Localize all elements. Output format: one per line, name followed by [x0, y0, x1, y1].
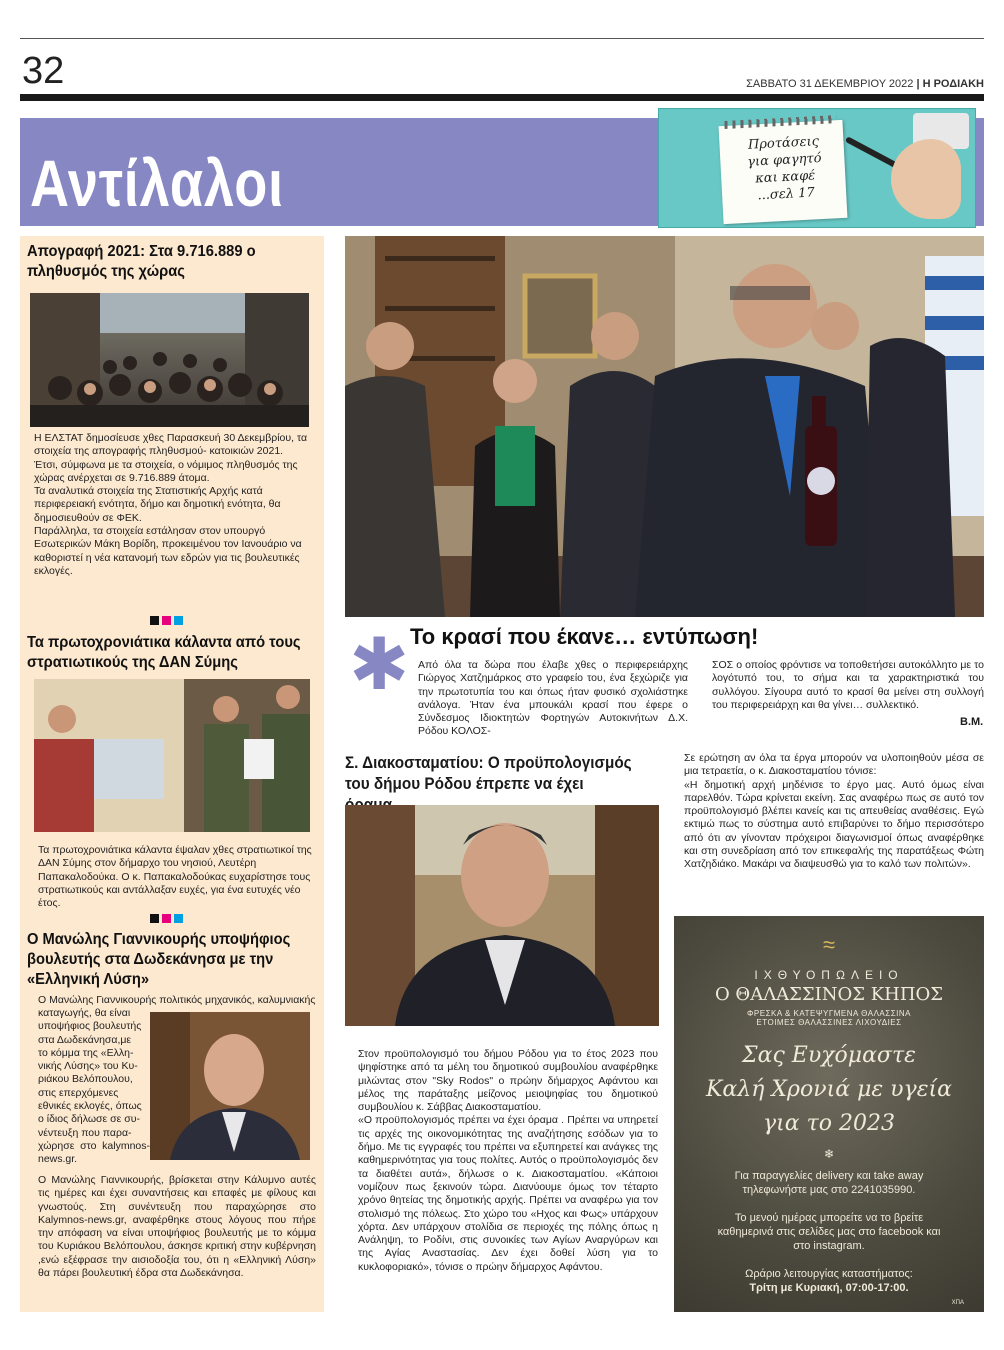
- line: υποψήφιος βουλευτής: [38, 1020, 142, 1033]
- asterisk-icon: ✱: [349, 622, 410, 706]
- main-photo: [345, 236, 984, 617]
- article3-title: Ο Μανώλης Γιαννικουρής υποψήφιος βουλευτής στα Δωδεκάνησα με την «Ελληνική Λύση»: [27, 931, 291, 988]
- article3-intro: [38, 1007, 150, 1167]
- notepad-image: [719, 120, 848, 224]
- line: χώρησε στο kalymnos-news.gr.: [38, 1139, 150, 1166]
- budget-illustration: [345, 805, 659, 1026]
- paragraph: Παράλληλα, τα στοιχεία εστάλησαν στον υπουργό Εσωτερικών Μάκη Βορίδη, προκειμένου τον Ιανουάριο να καθοριστεί η νέα κατανομή των εδρών για τις βουλευτικές εκλογές.: [34, 525, 302, 577]
- budget-title: Σ. Διακοσταματίου: Ο προϋπολογισμός του δήμου Ρόδου έπρεπε να έχει: [345, 753, 632, 793]
- line: εθνικές εκλογές, όπως: [38, 1100, 142, 1113]
- article2-title: Τα πρωτοχρονιάτικα κάλαντα από τους στρατιωτικούς της ΔΑΝ Σύμης: [27, 634, 301, 671]
- ad-wish1: Σας Ευχόμαστε: [742, 1043, 916, 1068]
- crowd-illustration: [30, 293, 309, 427]
- ad-wish2: Καλή Χρονιά με υγεία: [705, 1077, 952, 1102]
- ad-hours-label: Ωράριο λειτουργίας καταστήματος:: [745, 1268, 913, 1280]
- paragraph: Η ΕΛΣΤΑΤ δημοσίευσε χθες Παρασκευή 30 Δεκεμβρίου, τα στοιχεία της απογραφής πληθυσμού- κατοικιών 2021.: [34, 432, 308, 458]
- ad-hours: Τρίτη με Κυριακή, 07:00-17:00.: [749, 1282, 909, 1294]
- article2-body: Τα πρωτοχρονιάτικα κάλαντα έψαλαν χθες στρατιωτικοί της ΔΑΝ Σύμης στον δήμαρχο του νησιού, Λευτέρη Παπακαλοδούκα. Ο κ. Παπακαλοδούκας ευχαρίστησε τους στρατιωτικούς και αντάλλαξαν ευχές, για ένα ευτυχές νέο έτος.: [38, 844, 312, 910]
- article3-body: Ο Μανώλης Γιαννικουρής, βρίσκεται στην Κάλυμνο αυτές τις ημέρες και έχει συναντήσεις και επαφές με φίλους και γνωστούς. Στη συνέντευξη που παραχώρησε στο Kalymnos-news.gr, αναφέρθηκε στους λόγους που πήρε την απόφαση να είναι υποψήφιος βουλευτής με το κόμμα του Κυριάκου Βελόπουλου, άσκησε κριτική στην κυβέρνηση ,ενώ εξέφρασε την αισιοδοξία του, ότι η «Ελληνική Λύση» θα πάρει βουλευτική έδρα στα Δωδεκάνησα.: [38, 1174, 316, 1280]
- ad-wish3: για το 2023: [762, 1111, 896, 1136]
- line: καταγωγής, θα είναι: [38, 1007, 131, 1019]
- dateline: [746, 78, 984, 90]
- paragraph: Έτσι, σύμφωνα με τα στοιχεία, ο νόμιμος πληθυσμός της χώρας ανέρχεται σε 9.716.889 άτομα.: [34, 458, 298, 484]
- divider-squares: [150, 612, 186, 630]
- ad-menu: Το μενού ημέρας μπορείτε να το βρείτε καθημερινά στις σελίδες μας στο facebook και στο instagram.: [717, 1212, 941, 1252]
- line: στα Δωδεκάνησα,με: [38, 1033, 132, 1046]
- crowd-photo: [30, 293, 309, 427]
- candidate-photo: [150, 1012, 310, 1160]
- ad-orders: Για παραγγελίες delivery και take away τηλεφωνήστε μας στο 2241035990.: [734, 1170, 924, 1196]
- promo-text: [727, 132, 842, 206]
- carols-illustration: [34, 679, 310, 832]
- ad-line4: ΕΤΟΙΜΕΣ ΘΑΛΑΣΣΙΝΕΣ ΛΙΧΟΥΔΙΕΣ: [756, 1018, 902, 1027]
- section-title: Αντίλαλοι: [30, 146, 284, 220]
- line: νέντευξη που παρα-: [38, 1126, 132, 1139]
- line: το κόμμα της «Ελλη-: [38, 1046, 134, 1059]
- paper-name: Η ΡΟΔΙΑΚΗ: [922, 78, 984, 90]
- promo-line: Προτάσεις: [747, 134, 820, 153]
- article1-body: [34, 432, 312, 578]
- snowflake-icon: ❄: [823, 1147, 835, 1161]
- wave-logo-icon: ≈: [822, 932, 836, 957]
- candidate-illustration: [150, 1012, 310, 1160]
- promo-box[interactable]: [658, 108, 976, 228]
- page-number: 32: [22, 50, 65, 92]
- article1-title: Απογραφή 2021: Στα 9.716.889 ο πληθυσμός της χώρας: [27, 243, 256, 280]
- carols-photo: [34, 679, 310, 832]
- budget-left: Στον προϋπολογισμό του δήμου Ρόδου για το έτος 2023 που ψηφίστηκε από τα μέλη του δημοτικού συμβουλίου αναφέρθηκε μιλώντας στον "Sky Rodos" ο πρώην δήμαρχος Αφάντου και μέλος της παράταξης μείζονος μειοψηφίας του δημοτικού συμβουλίου κ. Σάββας Διακοσταματίου. «Ο προϋπολογισμός πρέπει να έχει όραμα . Πρέπει να υπηρετεί τις αρχές της οικονομικότητας της αναζήτησης εσόδων για το δήμο. Με τις εγγραφές του πρέπει να εξυπηρετεί και ανάγκες της καθημερινότητας για τους πολίτες. Αυτός ο προϋπολογισμός δεν τα διαθέτει αυτά», δήλωσε ο κ. Διακοσταματίου. «Κάποιοι νομίζουν πως ξεκινούν τώρα. Διανύουμε όμως τον τέταρτο χρόνο θητείας της δημοτικής αρχής. Πρέπει να αναφέρω για τον στολισμό της πόλεως. Στο χώρο του «Ηχος και Φως» υπάρχουν χόρτα. Δεν υπάρχουν στολίδια σε περιοχές της πόλης όπως η Ανάληψη, το Ροδίνι, στις συνοικίες των Αγίων Αναργύρων και της Αγίας Αναστασίας. Δεν έχει δοθεί λύση για το κυκλοφοριακό», τόνισε ο πρώην δήμαρχος Αφάντου.: [358, 1048, 658, 1273]
- line: ριάκου Βελόπουλου,: [38, 1073, 133, 1086]
- fish-shop-ad[interactable]: [674, 916, 984, 1312]
- promo-line: ...σελ 17: [757, 185, 816, 204]
- hand-image: [891, 139, 961, 219]
- article3-intro-first: Ο Μανώλης Γιαννικουρής πολιτικός μηχανικός, καλυμνιακής: [38, 994, 316, 1006]
- wine-col2: ΣΟΣ ο οποίος φρόντισε να τοποθετήσει αυτοκόλλητο με το λογότυπό του, το σήμα και τα χαρακτηριστικά του συλλόγου. Σίγουρα αυτό το κρασί θα μείνει στη συλλογή του περιφερειάρχη και θα γίνει… συλλεκτικό.: [712, 659, 984, 711]
- divider-squares: [150, 910, 186, 928]
- wine-title: Το κρασί που έκανε… εντύπωση!: [410, 624, 759, 649]
- wine-signature: Β.Μ.: [960, 716, 984, 728]
- paragraph: Τα αναλυτικά στοιχεία της Στατιστικής Αρχής κατά περιφερειακή ενότητα, δήμο και δημοτική ενότητα, θα δημοσιευθούν σε ΦΕΚ.: [34, 485, 281, 524]
- spiral-rings: [724, 115, 836, 129]
- line: νικής Λύσης» του Κυ-: [38, 1060, 138, 1073]
- header-bar: [20, 94, 984, 101]
- line: ο ίδιος δήλωσε σε συ-: [38, 1113, 140, 1126]
- budget-photo: [345, 805, 659, 1026]
- top-rule: [20, 38, 984, 39]
- promo-line: και καφέ: [754, 168, 816, 187]
- separator: |: [916, 78, 920, 90]
- ad-line3: ΦΡΕΣΚΑ & ΚΑΤΕΨΥΓΜΕΝΑ ΘΑΛΑΣΣΙΝΑ: [747, 1009, 911, 1018]
- ad-line2: Ο ΘΑΛΑΣΣΙΝΟΣ ΚΗΠΟΣ: [714, 984, 944, 1005]
- promo-line: για φαγητό: [746, 150, 822, 170]
- budget-right: Σε ερώτηση αν όλα τα έργα μπορούν να υλοποιηθούν μέσα σε μια τετραετία, ο κ. Διακοσταματίου τόνισε: «Η δημοτική αρχή μηδένισε το έργο μας. Αυτό όμως είναι παρελθόν. Τώρα κρίνεται εκείνη. Σας αναφέρω πως σε αυτό τον προϋπολογισμό βλέπει κανείς και τις απευθείας αναθέσεις. Εγώ εκτιμώ πως το σύστημα αυτό επιβαρύνει το δήμο περισσότερο από ότι αν γίνονταν πρόχειροι διαγωνισμοί όπως αναφέρθηκε και στη συνεδρίαση από τον επικεφαλής της παρατάξεως Φώτη Χατζηδιάκο. Μακάρι να διαψευσθώ για το καλό των πολιτών».: [684, 752, 984, 871]
- ad-code: ΧΠΑ: [951, 1300, 964, 1306]
- date: ΣΑΒΒΑΤΟ 31 ΔΕΚΕΜΒΡΙΟΥ 2022: [746, 78, 914, 90]
- main-photo-illustration: [345, 236, 984, 617]
- wine-col1: Από όλα τα δώρα που έλαβε χθες ο περιφερειάρχης Γιώργος Χατζημάρκος στο γραφείο του, ένα ξεχώριζε για την πρωτοτυπία του και όπως ήταν φυσικό σχολιάστηκε ανάλογα. Ήταν ένα μπουκάλι κρασί που έφερε ο Σύνδεσμος Ιδιοκτητών Φορτηγών Αυτοκινήτων Δ.Χ. Ρόδου ΚΟΛΟΣ-: [418, 659, 688, 738]
- ad-line1: ΙΧΘΥΟΠΩΛΕΙΟ: [754, 968, 904, 982]
- line: στις επερχόμενες: [38, 1086, 119, 1099]
